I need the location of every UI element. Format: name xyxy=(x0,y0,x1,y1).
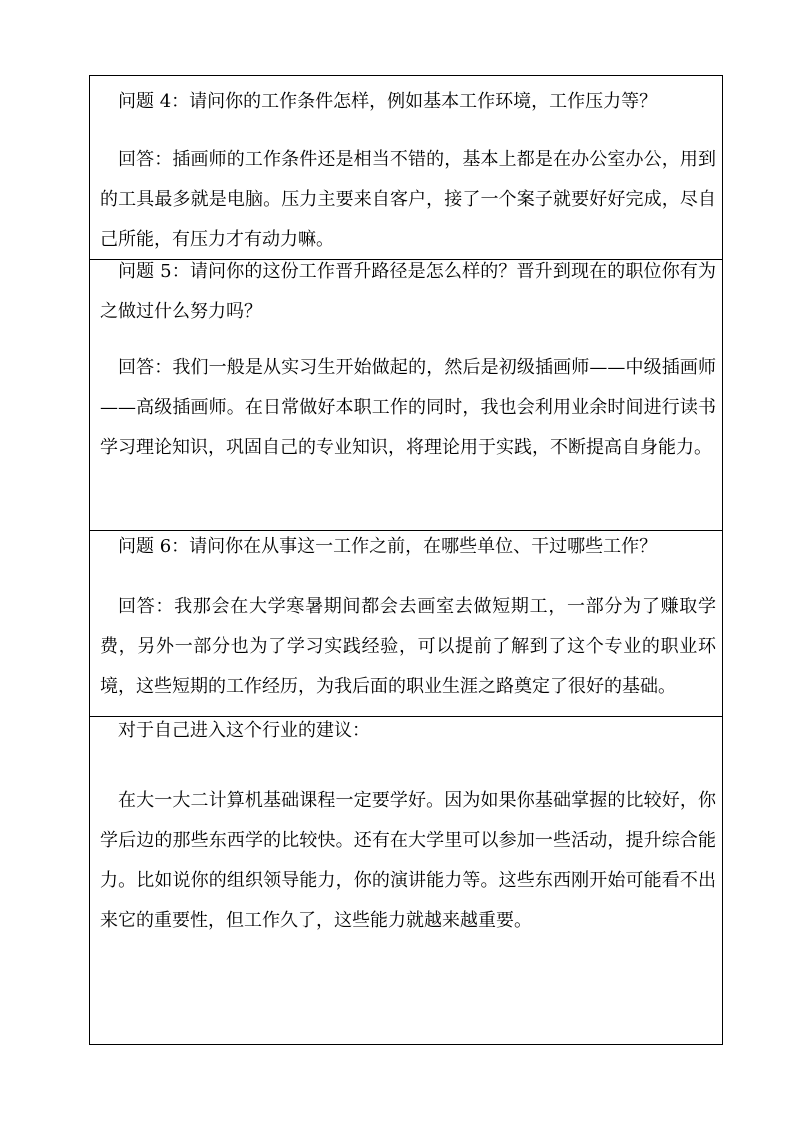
answer-text: 回答：插画师的工作条件还是相当不错的，基本上都是在办公室办公，用到的工具最多就是电脑。压力主要来自客户，接了一个案子就要好好完成，尽自己所能，有压力才有动力嘛。 xyxy=(100,149,716,250)
answer-text: 回答：我们一般是从实习生开始做起的，然后是初级插画师——中级插画师——高级插画师。在日常做好本职工作的同时，我也会利用业余时间进行读书学习理论知识，巩固自己的专业知识，将理论用于实践，不断提高自身能力。 xyxy=(100,357,716,458)
question-text: 问题 6：请问你在从事这一工作之前，在哪些单位、干过哪些工作？ xyxy=(118,536,658,557)
interview-table xyxy=(89,75,723,1045)
table-row-question-5 xyxy=(90,260,722,531)
advice-text: 在大一大二计算机基础课程一定要学好。因为如果你基础掌握的比较好，你学后边的那些东西学的比较快。还有在大学里可以参加一些活动，提升综合能力。比如说你的组织领导能力，你的演讲能力等。这些东西刚开始可能看不出来它的重要性，但工作久了，这些能力就越来越重要。 xyxy=(100,790,716,931)
question-text: 问题 5：请问你的这份工作晋升路径是怎么样的？晋升到现在的职位你有为之做过什么努力吗？ xyxy=(100,261,716,322)
answer-text: 回答：我那会在大学寒暑期间都会去画室去做短期工，一部分为了赚取学费，另外一部分也为了学习实践经验，可以提前了解到了这个专业的职业环境，这些短期的工作经历，为我后面的职业生涯之路奠定了很好的基础。 xyxy=(100,596,716,697)
question-text: 问题 4：请问你的工作条件怎样，例如基本工作环境，工作压力等？ xyxy=(118,91,658,112)
table-row-advice xyxy=(90,717,722,1044)
table-row-question-6 xyxy=(90,531,722,717)
advice-heading: 对于自己进入这个行业的建议： xyxy=(118,720,370,741)
table-row-question-4 xyxy=(90,76,722,260)
